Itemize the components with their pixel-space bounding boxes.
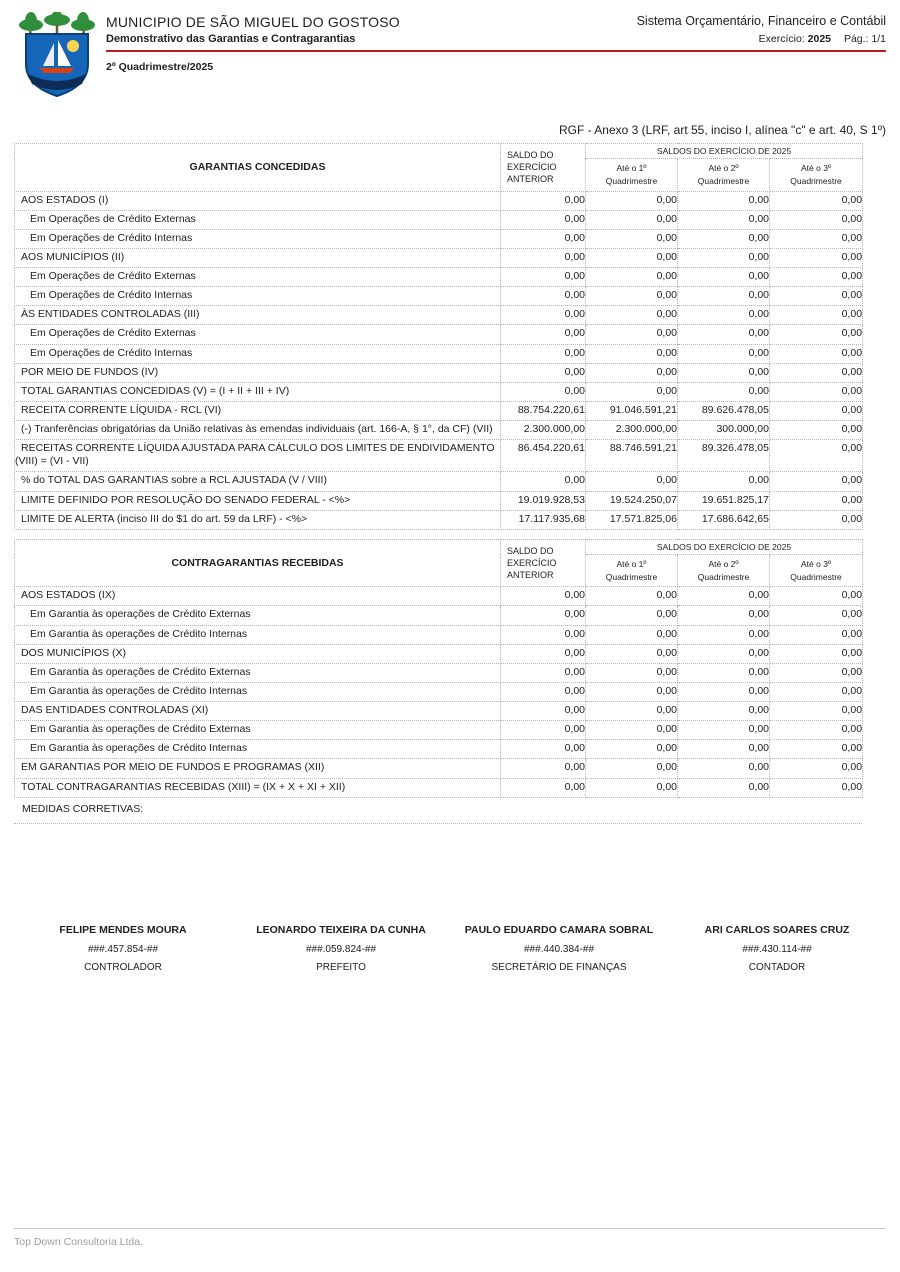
row-value: 0,00: [501, 606, 586, 625]
row-value: 0,00: [770, 382, 863, 401]
row-value: 0,00: [501, 363, 586, 382]
row-value: 0,00: [770, 248, 863, 267]
row-label: RECEITA CORRENTE LÍQUIDA - RCL (VI): [15, 401, 501, 420]
row-value: 0,00: [586, 759, 678, 778]
signatory-cpf: ###.430.114-##: [742, 943, 812, 955]
row-value: 0,00: [501, 229, 586, 248]
row-value: 0,00: [501, 702, 586, 721]
medidas-corretivas-label: MEDIDAS CORRETIVAS:: [22, 802, 144, 815]
signatory-role: CONTADOR: [748, 961, 806, 973]
row-value: 0,00: [501, 740, 586, 759]
row-label: TOTAL CONTRAGARANTIAS RECEBIDAS (XIII) = (IX + X + XI + XII): [15, 778, 501, 797]
row-value: 0,00: [501, 382, 586, 401]
table-row: [15, 344, 863, 363]
row-label: POR MEIO DE FUNDOS (IV): [15, 363, 501, 382]
table-row: [15, 382, 863, 401]
row-value: 17.686.642,65: [678, 510, 770, 529]
row-value: 0,00: [770, 363, 863, 382]
row-value: 0,00: [678, 721, 770, 740]
row-value: 0,00: [501, 344, 586, 363]
row-value: 0,00: [501, 625, 586, 644]
row-label: DAS ENTIDADES CONTROLADAS (XI): [15, 702, 501, 721]
row-value: 0,00: [770, 682, 863, 701]
row-label: RECEITAS CORRENTE LÍQUIDA AJUSTADA PARA CÁLCULO DOS LIMITES DE ENDIVIDAMENTO (VIII) = (VI - VII): [15, 440, 501, 472]
exercise-value: 2025: [807, 33, 832, 45]
signature-contador: [668, 924, 886, 973]
row-value: 300.000,00: [678, 421, 770, 440]
row-value: 19.651.825,17: [678, 491, 770, 510]
signatory-role: PREFEITO: [316, 961, 366, 973]
row-value: 0,00: [501, 287, 586, 306]
row-value: 0,00: [678, 682, 770, 701]
row-label: % do TOTAL DAS GARANTIAS sobre a RCL AJUSTADA (V / VIII): [15, 472, 501, 491]
table-row: [15, 702, 863, 721]
row-value: 0,00: [678, 382, 770, 401]
row-value: 0,00: [586, 229, 678, 248]
row-value: 0,00: [770, 663, 863, 682]
row-value: 0,00: [678, 625, 770, 644]
row-value: 0,00: [770, 287, 863, 306]
row-value: 0,00: [586, 344, 678, 363]
header-main: [106, 12, 886, 73]
table-title: CONTRAGARANTIAS RECEBIDAS: [15, 539, 501, 587]
municipal-logo: [18, 12, 98, 107]
row-value: 0,00: [678, 759, 770, 778]
row-value: 0,00: [770, 759, 863, 778]
row-value: 0,00: [770, 440, 863, 472]
row-value: 2.300.000,00: [501, 421, 586, 440]
row-value: 0,00: [770, 625, 863, 644]
header-divider: [106, 50, 886, 52]
row-value: 0,00: [501, 268, 586, 287]
row-value: 0,00: [678, 363, 770, 382]
row-value: 0,00: [501, 644, 586, 663]
table-row: [15, 401, 863, 420]
row-value: 0,00: [586, 663, 678, 682]
row-value: 0,00: [586, 248, 678, 267]
row-label: LIMITE DEFINIDO POR RESOLUÇÃO DO SENADO FEDERAL - <%>: [15, 491, 501, 510]
row-value: 0,00: [770, 587, 863, 606]
table-row: [15, 721, 863, 740]
row-value: 0,00: [586, 606, 678, 625]
table-row: [15, 606, 863, 625]
row-label: Em Garantia às operações de Crédito Internas: [15, 682, 501, 701]
row-value: 0,00: [501, 472, 586, 491]
table-body: [15, 587, 863, 797]
row-value: 0,00: [586, 644, 678, 663]
table-title: GARANTIAS CONCEDIDAS: [15, 144, 501, 192]
row-value: 0,00: [501, 721, 586, 740]
row-value: 0,00: [770, 721, 863, 740]
row-value: 0,00: [678, 663, 770, 682]
row-value: 0,00: [678, 587, 770, 606]
row-label: Em Garantia às operações de Crédito Externas: [15, 663, 501, 682]
signatory-role: SECRETÁRIO DE FINANÇAS: [491, 961, 627, 973]
row-value: 19.524.250,07: [586, 491, 678, 510]
row-value: 89.326.478,05: [678, 440, 770, 472]
row-label: LIMITE DE ALERTA (inciso III do $1 do art. 59 da LRF) - <%>: [15, 510, 501, 529]
row-label: Em Operações de Crédito Externas: [15, 268, 501, 287]
row-value: 17.571.825,06: [586, 510, 678, 529]
table-row: [15, 325, 863, 344]
col-header-quadrimestre-2: Até o 2º Quadrimestre: [678, 554, 770, 587]
table-row: [15, 510, 863, 529]
row-value: 0,00: [501, 778, 586, 797]
col-group-saldos-exercicio: SALDOS DO EXERCÍCIO DE 2025: [586, 144, 863, 159]
table-row: [15, 663, 863, 682]
signatory-cpf: ###.059.824-##: [305, 943, 377, 955]
signature-block: [14, 924, 886, 973]
row-label: Em Operações de Crédito Internas: [15, 287, 501, 306]
row-value: 0,00: [678, 287, 770, 306]
annex-title: RGF - Anexo 3 (LRF, art 55, inciso I, alínea "c" e art. 40, S 1º): [558, 123, 886, 137]
row-value: 0,00: [770, 472, 863, 491]
row-value: 0,00: [586, 306, 678, 325]
row-value: 0,00: [678, 306, 770, 325]
row-value: 0,00: [770, 268, 863, 287]
period-label: 2º Quadrimestre/2025: [106, 61, 214, 73]
table-row: [15, 625, 863, 644]
col-header-saldo-anterior: SALDO DO EXERCÍCIO ANTERIOR: [501, 539, 586, 587]
row-label: Em Garantia às operações de Crédito Externas: [15, 721, 501, 740]
row-value: 0,00: [678, 740, 770, 759]
report-title: Demonstrativo das Garantias e Contragarantias: [106, 33, 356, 45]
row-value: 0,00: [678, 325, 770, 344]
row-value: 0,00: [501, 325, 586, 344]
row-value: 0,00: [586, 325, 678, 344]
municipality-name: MUNICIPIO DE SÃO MIGUEL DO GOSTOSO: [106, 14, 400, 30]
row-value: 88.754.220,61: [501, 401, 586, 420]
row-label: Em Operações de Crédito Internas: [15, 344, 501, 363]
exercise-label: Exercício:: [758, 33, 805, 45]
row-value: 0,00: [770, 510, 863, 529]
row-value: 0,00: [501, 663, 586, 682]
row-value: 0,00: [770, 740, 863, 759]
page-label: Pág.:: [843, 33, 869, 45]
row-value: 0,00: [678, 229, 770, 248]
row-value: 0,00: [770, 325, 863, 344]
row-value: 0,00: [586, 472, 678, 491]
row-value: 0,00: [770, 210, 863, 229]
signature-controlador: [14, 924, 232, 973]
row-label: Em Operações de Crédito Externas: [15, 325, 501, 344]
table-row: [15, 778, 863, 797]
row-value: 2.300.000,00: [586, 421, 678, 440]
col-header-quadrimestre-2: Até o 2º Quadrimestre: [678, 159, 770, 192]
row-value: 0,00: [501, 759, 586, 778]
row-value: 19.019.928,53: [501, 491, 586, 510]
row-value: 0,00: [586, 625, 678, 644]
row-label: TOTAL GARANTIAS CONCEDIDAS (V) = (I + II + III + IV): [15, 382, 501, 401]
medidas-corretivas-row: [14, 798, 862, 824]
row-value: 0,00: [586, 268, 678, 287]
row-value: 0,00: [586, 287, 678, 306]
row-value: 0,00: [501, 248, 586, 267]
col-header-quadrimestre-3: Até o 3º Quadrimestre: [770, 554, 863, 587]
row-value: 0,00: [770, 421, 863, 440]
row-value: 0,00: [678, 210, 770, 229]
row-value: 0,00: [501, 210, 586, 229]
contragarantias-recebidas-table: [14, 539, 863, 798]
row-value: 0,00: [586, 702, 678, 721]
row-label: AOS MUNICÍPIOS (II): [15, 248, 501, 267]
table-row: [15, 587, 863, 606]
table-row: [15, 210, 863, 229]
row-label: DOS MUNICÍPIOS (X): [15, 644, 501, 663]
row-value: 91.046.591,21: [586, 401, 678, 420]
table-row: [15, 644, 863, 663]
table-row: [15, 268, 863, 287]
row-value: 0,00: [770, 491, 863, 510]
row-value: 0,00: [678, 778, 770, 797]
signatory-cpf: ###.457.854-##: [87, 943, 159, 955]
row-value: 0,00: [770, 644, 863, 663]
table-row: [15, 421, 863, 440]
row-value: 0,00: [586, 682, 678, 701]
table-row: [15, 248, 863, 267]
row-label: AOS ESTADOS (IX): [15, 587, 501, 606]
signatory-name: ARI CARLOS SOARES CRUZ: [704, 923, 850, 936]
row-value: 0,00: [586, 191, 678, 210]
coat-of-arms-icon: [18, 12, 96, 102]
row-value: 0,00: [678, 248, 770, 267]
row-value: 0,00: [586, 382, 678, 401]
garantias-concedidas-table: [14, 143, 863, 530]
row-label: Em Garantia às operações de Crédito Externas: [15, 606, 501, 625]
row-label: AOS ESTADOS (I): [15, 191, 501, 210]
system-name: Sistema Orçamentário, Financeiro e Contábil: [636, 14, 886, 28]
table-row: [15, 287, 863, 306]
row-value: 0,00: [586, 721, 678, 740]
table-row: [15, 306, 863, 325]
signatory-name: PAULO EDUARDO CAMARA SOBRAL: [464, 923, 654, 936]
signatory-cpf: ###.440.384-##: [523, 943, 595, 955]
table-row: [15, 759, 863, 778]
row-value: 0,00: [586, 740, 678, 759]
row-value: 0,00: [678, 268, 770, 287]
row-value: 89.626.478,05: [678, 401, 770, 420]
row-value: 0,00: [770, 401, 863, 420]
row-label: ÀS ENTIDADES CONTROLADAS (III): [15, 306, 501, 325]
row-value: 0,00: [678, 344, 770, 363]
col-header-quadrimestre-1: Até o 1º Quadrimestre: [586, 554, 678, 587]
page-value: 1/1: [871, 33, 886, 45]
row-value: 0,00: [586, 363, 678, 382]
table-row: [15, 440, 863, 472]
report-footer: [14, 1228, 886, 1248]
signatory-name: LEONARDO TEIXEIRA DA CUNHA: [256, 923, 426, 936]
row-label: Em Garantia às operações de Crédito Internas: [15, 625, 501, 644]
row-value: 0,00: [770, 778, 863, 797]
table-body: [15, 191, 863, 529]
exercise-page-line: [637, 33, 886, 45]
footer-company: Top Down Consultoria Ltda.: [14, 1236, 143, 1248]
table-row: [15, 363, 863, 382]
table-row: [15, 740, 863, 759]
row-value: 0,00: [586, 587, 678, 606]
row-value: 0,00: [678, 606, 770, 625]
row-label: EM GARANTIAS POR MEIO DE FUNDOS E PROGRAMAS (XII): [15, 759, 501, 778]
row-label: Em Garantia às operações de Crédito Internas: [15, 740, 501, 759]
row-value: 0,00: [770, 702, 863, 721]
row-label: Em Operações de Crédito Internas: [15, 229, 501, 248]
row-value: 0,00: [586, 210, 678, 229]
signatory-name: FELIPE MENDES MOURA: [59, 923, 187, 936]
row-value: 0,00: [770, 306, 863, 325]
col-header-quadrimestre-1: Até o 1º Quadrimestre: [586, 159, 678, 192]
row-value: 0,00: [501, 682, 586, 701]
row-value: 0,00: [770, 606, 863, 625]
signatory-role: CONTROLADOR: [84, 961, 162, 973]
table-row: [15, 682, 863, 701]
row-value: 0,00: [501, 191, 586, 210]
row-value: 17.117.935,68: [501, 510, 586, 529]
row-value: 0,00: [501, 587, 586, 606]
row-value: 0,00: [770, 229, 863, 248]
row-label: Em Operações de Crédito Externas: [15, 210, 501, 229]
col-header-saldo-anterior: SALDO DO EXERCÍCIO ANTERIOR: [501, 144, 586, 192]
row-value: 0,00: [678, 472, 770, 491]
signature-secretario-financas: [450, 924, 668, 973]
table-row: [15, 472, 863, 491]
row-value: 0,00: [770, 191, 863, 210]
row-value: 0,00: [586, 778, 678, 797]
report-header: [0, 0, 900, 107]
row-value: 88.746.591,21: [586, 440, 678, 472]
col-group-saldos-exercicio: SALDOS DO EXERCÍCIO DE 2025: [586, 539, 863, 554]
row-value: 0,00: [678, 191, 770, 210]
signature-prefeito: [232, 924, 450, 973]
row-label: (-) Tranferências obrigatórias da União relativas às emendas individuais (art. 166-A, § 1°, da CF) (VII): [15, 421, 501, 440]
row-value: 86.454.220,61: [501, 440, 586, 472]
row-value: 0,00: [501, 306, 586, 325]
row-value: 0,00: [770, 344, 863, 363]
table-row: [15, 491, 863, 510]
table-row: [15, 229, 863, 248]
row-value: 0,00: [678, 702, 770, 721]
col-header-quadrimestre-3: Até o 3º Quadrimestre: [770, 159, 863, 192]
row-value: 0,00: [678, 644, 770, 663]
table-row: [15, 191, 863, 210]
